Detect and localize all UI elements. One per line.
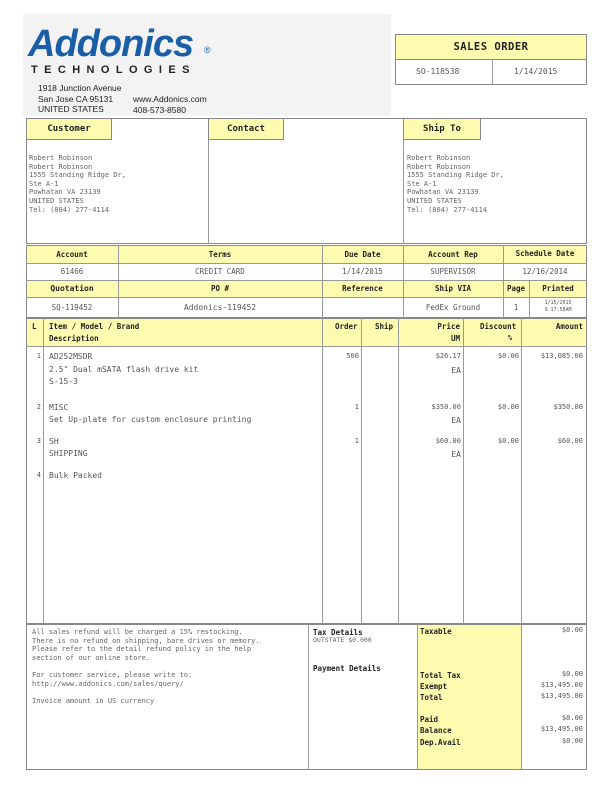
ship-to-line: Powhatan VA 23139 — [407, 188, 479, 197]
ship-to-address — [407, 154, 504, 214]
customer-line: UNITED STATES — [29, 196, 84, 205]
schedule-date-label: Schedule Date — [515, 249, 575, 258]
balance-label: Balance — [420, 726, 452, 735]
paid-value: $0.00 — [561, 714, 583, 722]
customer-line: Robert Robinson — [29, 154, 93, 162]
item-description-line: 2.5" Dual mSATA flash drive kit — [49, 365, 199, 374]
customer-line: Powhatan VA 23139 — [29, 188, 101, 197]
dep-avail-label: Dep.Avail — [420, 738, 461, 747]
col-order-header: Order — [335, 322, 358, 331]
total-tax-value: $0.00 — [561, 670, 583, 678]
company-contact — [133, 94, 207, 115]
ship-to-line: Robert Robinson — [407, 162, 471, 171]
item-um: EA — [451, 416, 461, 425]
exempt-value: $13,495.00 — [540, 681, 583, 689]
item-amount: $60.00 — [557, 437, 583, 445]
ship-via-label: Ship VIA — [434, 284, 472, 293]
customer-line: Robert Robinson — [29, 162, 93, 171]
terms-label: Terms — [208, 250, 232, 259]
company-address — [38, 83, 122, 115]
item-discount: $0.00 — [497, 352, 519, 360]
item-row — [26, 437, 587, 467]
contact-label: Contact — [208, 118, 284, 140]
account-value: 61466 — [60, 267, 84, 276]
account-rep-label: Account Rep — [428, 250, 478, 259]
paid-label: Paid — [420, 715, 439, 724]
order-number-date-box — [395, 59, 587, 85]
taxable-label: Taxable — [420, 627, 452, 636]
footer-note-line: For customer service, please write to: — [32, 670, 193, 679]
logo-registered-mark: ® — [204, 45, 211, 55]
item-line-number: 4 — [36, 471, 41, 479]
col-discount-header: Discount — [480, 322, 517, 331]
footer-note-line — [32, 688, 260, 697]
item-row — [26, 471, 587, 485]
item-description-line: S-15-3 — [49, 377, 78, 386]
ship-to-line: 1555 Standing Ridge Dr, — [407, 171, 504, 180]
sales-order-title: SALES ORDER — [395, 34, 587, 60]
footer-note-line: All sales refund will be charged a 15% restocking. — [32, 628, 243, 636]
col-line-header: L — [32, 322, 37, 331]
item-row — [26, 403, 587, 433]
ship-via-value: FedEx Ground — [425, 303, 481, 312]
page-label: Page — [506, 284, 526, 293]
reference-label: Reference — [342, 284, 383, 293]
order-number: SO-118538 — [416, 67, 460, 76]
taxable-value: $0.00 — [561, 626, 583, 634]
footer-note-line: http://www.addonics.com/sales/query/ — [32, 679, 184, 688]
col-price-header: Price — [437, 322, 460, 331]
col-item-header: Item / Model / Brand — [49, 322, 140, 331]
account-rep-value: SUPERVISOR — [430, 267, 476, 276]
item-description-line: Set Up-plate for custom enclosure printing — [49, 415, 252, 424]
ship-to-line: UNITED STATES — [407, 196, 462, 205]
customer-line: 1555 Standing Ridge Dr, — [29, 171, 126, 180]
customer-address — [29, 154, 126, 214]
item-amount: $350.00 — [553, 403, 583, 411]
item-discount: $0.00 — [497, 437, 519, 445]
item-line-number: 3 — [36, 437, 41, 445]
col-amount-header: Amount — [555, 322, 583, 331]
balance-value: $13,495.00 — [540, 725, 583, 733]
customer-line: Tel: (804) 277-4114 — [29, 205, 110, 214]
footer-note-line — [32, 662, 260, 671]
printed-date-value: 1/15/2015 — [544, 300, 572, 306]
po-label: PO # — [210, 284, 230, 293]
col-description-header: Description — [49, 334, 99, 343]
footer-note-line: Please refer to the detail refund policy in the help — [32, 645, 252, 654]
item-price: $60.00 — [435, 437, 461, 445]
address-line-3: UNITED STATES — [38, 104, 104, 114]
item-line-number: 2 — [36, 403, 41, 411]
item-um: EA — [451, 366, 461, 375]
order-date: 1/14/2015 — [514, 67, 558, 76]
quotation-label: Quotation — [50, 284, 94, 293]
due-date-label: Due Date — [344, 250, 381, 259]
ship-to-line: Robert Robinson — [407, 154, 471, 162]
customer-line: Ste A-1 — [29, 179, 59, 188]
item-discount: $0.00 — [497, 403, 519, 411]
item-code: SH — [49, 437, 59, 446]
printed-time-value: 9:17:58AM — [544, 307, 572, 313]
item-code: Bulk Packed — [49, 471, 102, 480]
address-line-1: 1918 Junction Avenue — [38, 83, 122, 93]
footer-notes — [32, 628, 260, 705]
ship-to-line: Tel: (804) 277-4114 — [407, 205, 488, 214]
item-order-qty: 500 — [346, 352, 359, 360]
quotation-value: SQ-119452 — [51, 303, 93, 312]
item-description-line: SHIPPING — [49, 449, 88, 458]
footer-note-line: There is no refund on shipping, bare drives or memory. — [32, 636, 260, 645]
item-order-qty: 1 — [354, 403, 359, 411]
total-value: $13,495.00 — [540, 692, 583, 700]
customer-label: Customer — [26, 118, 112, 140]
tax-details-value: OUTSTATE $0.000 — [313, 636, 372, 644]
printed-label: Printed — [542, 284, 574, 293]
item-code: AD252MSDR — [49, 352, 93, 361]
terms-value: CREDIT CARD — [195, 267, 245, 276]
item-price: $26.17 — [435, 352, 461, 360]
exempt-label: Exempt — [420, 682, 448, 691]
company-logo — [28, 24, 218, 82]
total-label: Total — [420, 693, 443, 702]
col-discount-pct-header: % — [508, 334, 513, 342]
item-order-qty: 1 — [354, 437, 359, 445]
ship-to-line: Ste A-1 — [407, 179, 437, 188]
page-value: 1 — [513, 303, 519, 312]
due-date-value: 1/14/2015 — [342, 267, 383, 276]
col-um-header: UM — [450, 334, 460, 343]
item-line-number: 1 — [36, 352, 41, 360]
address-line-2: San Jose CA 95131 — [38, 93, 114, 104]
company-website: www.Addonics.com — [133, 94, 207, 104]
account-label: Account — [56, 250, 88, 259]
footer-note-line: Invoice amount in US currency — [32, 696, 155, 705]
col-ship-header: Ship — [375, 322, 394, 331]
payment-details-label: Payment Details — [313, 664, 381, 673]
item-amount: $13,085.00 — [540, 352, 583, 360]
dep-avail-value: $0.00 — [561, 737, 583, 745]
logo-wordmark: Addonics — [28, 23, 194, 65]
item-um: EA — [451, 450, 461, 459]
total-tax-label: Total Tax — [420, 671, 461, 680]
footer-note-line: section of our online store. — [32, 653, 151, 662]
ship-to-label: Ship To — [403, 118, 481, 140]
schedule-date-value: 12/16/2014 — [522, 267, 568, 276]
tax-details-label: Tax Details — [313, 628, 363, 637]
company-phone: 408-573-8580 — [133, 104, 186, 115]
item-row — [26, 352, 587, 402]
po-value: Addonics-119452 — [183, 303, 257, 312]
item-price: $350.00 — [431, 403, 461, 411]
item-code: MISC — [49, 403, 69, 412]
logo-subtitle: TECHNOLOGIES — [31, 64, 196, 76]
